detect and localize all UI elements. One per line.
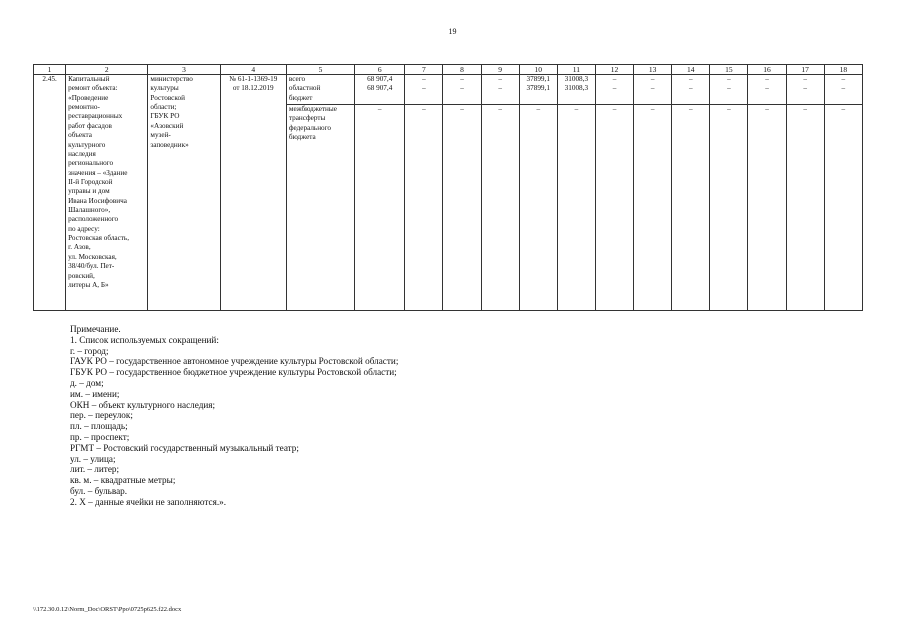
text-line: ровский, — [68, 271, 95, 280]
text-line: – — [460, 84, 464, 93]
value-cell — [481, 75, 519, 105]
value-cell — [443, 75, 481, 105]
text-line: – — [612, 105, 617, 113]
text-line: – — [612, 84, 617, 93]
column-number: 9 — [481, 65, 519, 75]
text-line: – — [841, 75, 846, 83]
text-line: – — [803, 84, 807, 93]
text-line: «Проведение — [68, 93, 109, 102]
text-line: 38/40/бул. Пет- — [68, 262, 115, 271]
text-line: – — [650, 84, 655, 93]
text-line: – — [727, 105, 731, 113]
value-cell — [557, 105, 595, 311]
text-line: ул. – улица; — [70, 453, 116, 464]
value-cell — [786, 75, 824, 105]
text-line: – — [377, 105, 382, 113]
column-number: 15 — [710, 65, 748, 75]
text-line: ремонт объекта: — [68, 84, 118, 93]
column-number: 1 — [34, 65, 66, 75]
executor-cell — [148, 75, 220, 311]
text-line: бюджета — [288, 133, 316, 142]
text-line: наследия — [68, 149, 96, 158]
column-number: 8 — [443, 65, 481, 75]
text-line: – — [803, 75, 807, 83]
text-line: бюджет — [288, 93, 313, 102]
text-line: – — [536, 105, 541, 113]
text-line: значения – «Здание — [68, 168, 128, 177]
text-line: Шалашного», — [68, 206, 111, 215]
text-line: Примечание. — [70, 324, 121, 334]
text-line: – — [650, 105, 655, 113]
source-transfers-cell — [286, 105, 354, 311]
text-line: «Азовский — [150, 121, 184, 130]
text-line: расположенного — [68, 215, 119, 224]
text-line: – — [650, 75, 655, 83]
text-line: – — [498, 84, 502, 93]
text-line: ОКН – объект культурного наследия; — [70, 399, 216, 410]
column-number: 12 — [595, 65, 633, 75]
column-number: 2 — [66, 65, 148, 75]
row-number: 2.45. — [34, 75, 66, 311]
column-number: 13 — [634, 65, 672, 75]
text-line: от 18.12.2019 — [232, 84, 274, 93]
value-cell — [672, 105, 710, 311]
text-line: 1. Список используемых сокращений: — [70, 334, 219, 345]
text-line: РГМТ – Ростовский государственный музыкальный театр; — [70, 442, 299, 453]
value-cell — [748, 75, 786, 105]
text-line: работ фасадов — [68, 121, 112, 130]
text-line: 68 907,4 — [367, 84, 393, 93]
text-line: 37899,1 — [526, 75, 550, 83]
value-cell — [595, 105, 633, 311]
column-number: 17 — [786, 65, 824, 75]
text-line: Капитальный — [68, 75, 110, 83]
value-cell — [710, 105, 748, 311]
object-name-cell — [66, 75, 148, 311]
text-line: – — [574, 105, 579, 113]
column-number: 16 — [748, 65, 786, 75]
text-line: г. – город; — [70, 345, 109, 356]
text-line: – — [498, 105, 502, 113]
column-number: 3 — [148, 65, 220, 75]
column-number: 10 — [519, 65, 557, 75]
text-line: области; — [150, 103, 177, 112]
text-line: им. – имени; — [70, 388, 120, 399]
value-cell — [355, 105, 405, 311]
text-line: – — [422, 75, 426, 83]
text-line: областной — [288, 84, 321, 93]
text-line: 31008,3 — [564, 75, 589, 83]
text-line: 31008,3 — [564, 84, 589, 93]
text-line: – — [727, 75, 731, 83]
column-number-row — [34, 65, 863, 75]
text-line: – — [765, 105, 769, 113]
text-line: – — [498, 75, 502, 83]
text-line: – — [688, 84, 693, 93]
text-line: 2. Х – данные ячейки не заполняются.». — [70, 496, 227, 507]
text-line: ГБУК РО – государственное бюджетное учреждение культуры Ростовской области; — [70, 367, 397, 378]
text-line: г. Азов, — [68, 243, 91, 252]
value-cell — [634, 75, 672, 105]
text-line: II-й Городской — [68, 177, 113, 186]
table-row-total — [34, 75, 863, 105]
text-line: – — [422, 105, 426, 113]
column-number: 6 — [355, 65, 405, 75]
text-line: ГАУК РО – государственное автономное учреждение культуры Ростовской области; — [70, 356, 399, 367]
text-line: литеры А, Б» — [68, 280, 109, 289]
source-total-cell — [286, 75, 354, 105]
text-line: – — [612, 75, 617, 83]
value-cell — [557, 75, 595, 105]
text-line: культуры — [150, 84, 179, 93]
text-line: культурного — [68, 140, 106, 149]
value-cell — [824, 75, 862, 105]
text-line: – — [803, 105, 807, 113]
text-line: реставрационных — [68, 112, 123, 121]
text-line: кв. м. – квадратные метры; — [70, 475, 176, 486]
text-line: – — [841, 84, 846, 93]
text-line: министерство — [150, 75, 193, 83]
text-line: всего — [288, 75, 306, 83]
text-line: бул. – бульвар. — [70, 485, 128, 496]
text-line: Ростовской — [150, 93, 185, 102]
notes-block — [70, 324, 398, 508]
text-line: – — [422, 84, 426, 93]
file-path-footer: \\172.30.0.12\Norm_Doc\ORST\Ppo\0725p625.f22.docx — [33, 606, 182, 613]
text-line: ГБУК РО — [150, 112, 180, 121]
text-line: – — [727, 84, 731, 93]
value-cell — [519, 105, 557, 311]
value-cell — [786, 105, 824, 311]
document-cell — [220, 75, 286, 311]
text-line: трансферты — [288, 114, 326, 123]
text-line: – — [765, 75, 769, 83]
column-number: 18 — [824, 65, 862, 75]
budget-table — [33, 64, 863, 311]
text-line: управы и дом — [68, 187, 110, 196]
text-line: федерального — [288, 123, 332, 132]
value-cell — [481, 105, 519, 311]
text-line: 68 907,4 — [367, 75, 393, 83]
value-cell — [355, 75, 405, 105]
value-cell — [672, 75, 710, 105]
text-line: ул. Московская, — [68, 252, 117, 261]
text-line: объекта — [68, 131, 92, 140]
value-cell — [710, 75, 748, 105]
text-line: пр. – проспект; — [70, 431, 130, 442]
text-line: – — [460, 105, 464, 113]
text-line: Ростовская область, — [68, 234, 130, 243]
value-cell — [634, 105, 672, 311]
value-cell — [595, 75, 633, 105]
text-line: лит. – литер; — [70, 464, 120, 475]
column-number: 7 — [405, 65, 443, 75]
text-line: – — [841, 105, 846, 113]
value-cell — [405, 105, 443, 311]
text-line: пл. – площадь; — [70, 421, 128, 432]
value-cell — [748, 105, 786, 311]
text-line: межбюджетные — [288, 105, 337, 113]
text-line: Ивана Иосифовича — [68, 196, 127, 205]
text-line: пер. – переулок; — [70, 410, 133, 421]
column-number: 11 — [557, 65, 595, 75]
text-line: – — [765, 84, 769, 93]
text-line: по адресу: — [68, 224, 100, 233]
page-number: 19 — [448, 27, 457, 36]
value-cell — [443, 105, 481, 311]
text-line: – — [460, 75, 464, 83]
text-line: – — [688, 75, 693, 83]
value-cell — [405, 75, 443, 105]
text-line: – — [688, 105, 693, 113]
column-number: 14 — [672, 65, 710, 75]
text-line: регионального — [68, 159, 114, 168]
column-number: 5 — [286, 65, 354, 75]
text-line: музей- — [150, 131, 171, 140]
column-number: 4 — [220, 65, 286, 75]
text-line: заповедник» — [150, 140, 189, 149]
value-cell — [519, 75, 557, 105]
value-cell — [824, 105, 862, 311]
text-line: ремонтно- — [68, 103, 100, 112]
text-line: 37899,1 — [526, 84, 550, 93]
text-line: № 61-1-1369-19 — [229, 75, 278, 83]
text-line: д. – дом; — [70, 377, 104, 388]
